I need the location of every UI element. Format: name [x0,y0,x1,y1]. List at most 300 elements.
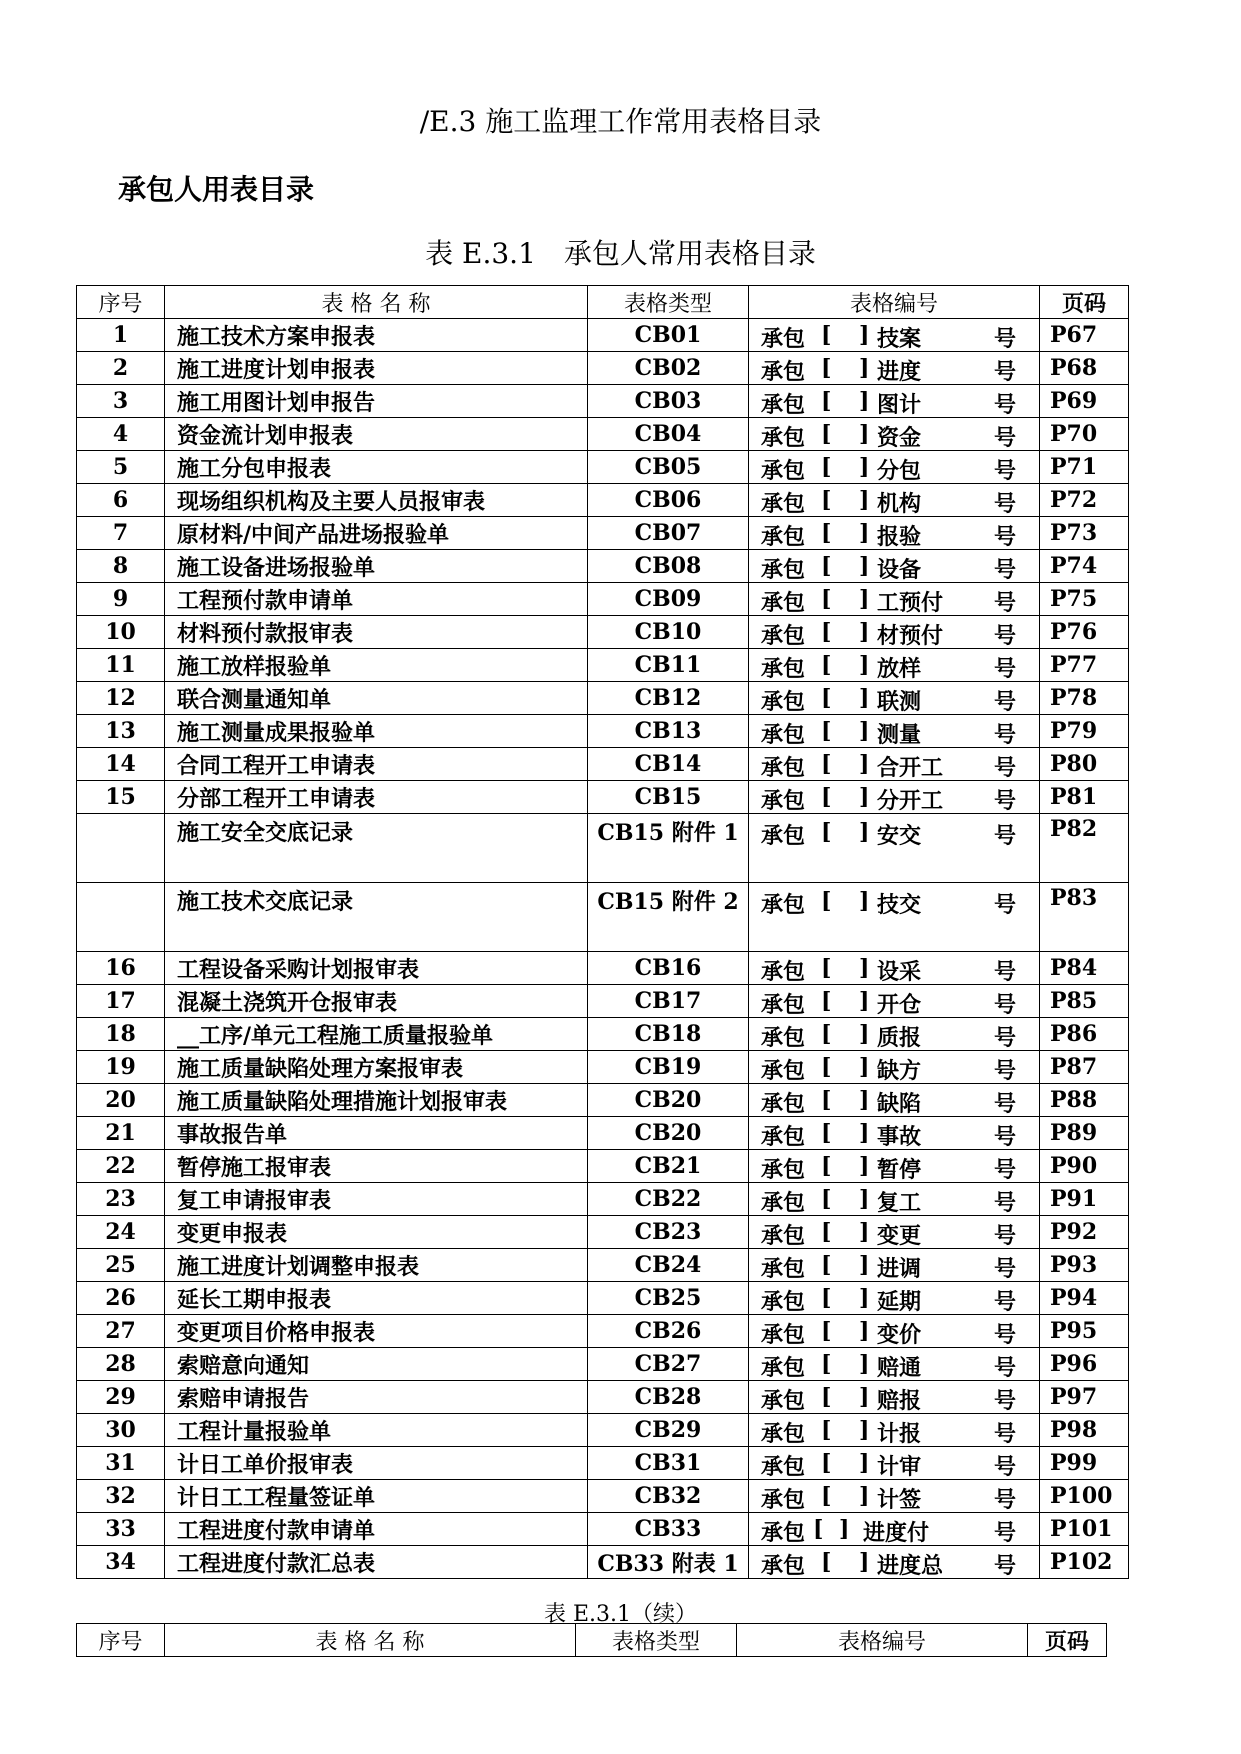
code-prefix: 承包 [761,326,806,352]
row-code [749,1315,1040,1348]
code-abbreviation: 变价 [877,1322,922,1348]
row-page: P102 [1040,1546,1129,1579]
table-row [77,649,1129,682]
row-name: 变更项目价格申报表 [165,1315,588,1348]
code-suffix: 号 [994,1124,1017,1150]
row-name: 工程设备采购计划报审表 [165,952,588,985]
code-left-bracket: [ [821,619,832,645]
table-row [77,1150,1129,1183]
code-left-bracket: [ [821,1351,832,1377]
code-suffix: 号 [994,722,1017,748]
row-name: 施工放样报验单 [165,649,588,682]
table-row [77,1480,1129,1513]
code-left-bracket: [ [821,718,832,744]
code-abbreviation: 计签 [877,1487,922,1513]
code-left-bracket: [ [821,553,832,579]
row-no: 3 [77,385,165,418]
row-page: P94 [1040,1282,1129,1315]
row-code [749,319,1040,352]
code-left-bracket: [ [821,355,832,381]
row-code [749,1447,1040,1480]
row-name: 现场组织机构及主要人员报审表 [165,484,588,517]
table-row [77,1282,1129,1315]
row-name: 分部工程开工申请表 [165,781,588,814]
code-abbreviation: 质报 [877,1025,922,1051]
row-no: 5 [77,451,165,484]
code-abbreviation: 机构 [877,491,922,517]
row-no [77,814,165,883]
code-abbreviation: 计报 [877,1421,922,1447]
code-suffix: 号 [994,491,1017,517]
row-code [749,517,1040,550]
row-code [749,649,1040,682]
table-row [77,985,1129,1018]
row-no: 29 [77,1381,165,1414]
row-no: 34 [77,1546,165,1579]
row-name: 施工测量成果报验单 [165,715,588,748]
code-right-bracket: ] [859,652,870,678]
code-abbreviation: 进度总 [877,1553,944,1579]
table-row [77,1051,1129,1084]
row-type: CB32 [588,1480,749,1513]
code-prefix: 承包 [761,823,806,849]
table-row [77,814,1129,883]
code-suffix: 号 [994,590,1017,616]
row-page: P83 [1040,883,1129,952]
row-type: CB18 [588,1018,749,1051]
row-no: 19 [77,1051,165,1084]
code-abbreviation: 赔通 [877,1355,922,1381]
header-type: 表格类型 [576,1624,737,1657]
row-name: 工程预付款申请单 [165,583,588,616]
row-code [749,1084,1040,1117]
code-abbreviation: 技案 [877,326,922,352]
row-page: P90 [1040,1150,1129,1183]
row-type: CB03 [588,385,749,418]
code-right-bracket: ] [859,454,870,480]
code-prefix: 承包 [761,1388,806,1414]
row-page: P89 [1040,1117,1129,1150]
row-no: 6 [77,484,165,517]
table-body [77,319,1129,1579]
row-code [749,814,1040,883]
row-page: P74 [1040,550,1129,583]
code-prefix: 承包 [761,557,806,583]
table-row [77,682,1129,715]
header-page: 页码 [1028,1624,1107,1657]
row-code [749,1414,1040,1447]
row-page: P68 [1040,352,1129,385]
row-type: CB25 [588,1282,749,1315]
code-left-bracket: [ [821,1384,832,1410]
row-page: P67 [1040,319,1129,352]
code-abbreviation: 进度 [877,359,922,385]
row-type: CB01 [588,319,749,352]
code-suffix: 号 [994,392,1017,418]
code-suffix: 号 [994,1322,1017,1348]
row-no: 20 [77,1084,165,1117]
row-no: 14 [77,748,165,781]
code-abbreviation: 进调 [877,1256,922,1282]
row-code [749,1546,1040,1579]
code-right-bracket: ] [859,1549,870,1575]
code-suffix: 号 [994,623,1017,649]
row-code [749,1216,1040,1249]
code-right-bracket: ] [859,1186,870,1212]
row-name: 索赔申请报告 [165,1381,588,1414]
code-suffix: 号 [994,1454,1017,1480]
code-abbreviation: 图计 [877,392,922,418]
row-page: P71 [1040,451,1129,484]
code-prefix: 承包 [761,1124,806,1150]
row-page: P76 [1040,616,1129,649]
row-page: P72 [1040,484,1129,517]
row-no: 10 [77,616,165,649]
row-type: CB31 [588,1447,749,1480]
row-code [749,781,1040,814]
row-type: CB33 [588,1513,749,1546]
code-left-bracket: [ [821,652,832,678]
continued-table [76,1623,1107,1657]
page-title: /E.3 施工监理工作常用表格目录 [419,105,822,138]
row-type: CB20 [588,1117,749,1150]
row-code [749,985,1040,1018]
row-type: CB29 [588,1414,749,1447]
row-name: 施工质量缺陷处理方案报审表 [165,1051,588,1084]
row-page: P100 [1040,1480,1129,1513]
code-suffix: 号 [994,1190,1017,1216]
code-suffix: 号 [994,1487,1017,1513]
table-row [77,1216,1129,1249]
row-type: CB27 [588,1348,749,1381]
code-right-bracket: ] [859,1087,870,1113]
code-prefix: 承包 [761,689,806,715]
row-no: 9 [77,583,165,616]
code-suffix: 号 [994,524,1017,550]
row-type: CB22 [588,1183,749,1216]
code-right-bracket: ] [859,1450,870,1476]
row-type: CB08 [588,550,749,583]
code-abbreviation: 延期 [877,1289,922,1315]
code-abbreviation: 联测 [877,689,922,715]
code-right-bracket: ] [859,888,870,914]
code-abbreviation: 计审 [877,1454,922,1480]
row-no [77,883,165,952]
code-prefix: 承包 [761,722,806,748]
code-right-bracket: ] [859,1285,870,1311]
code-left-bracket: [ [813,1516,824,1542]
row-code [749,1480,1040,1513]
code-suffix: 号 [994,1091,1017,1117]
row-no: 28 [77,1348,165,1381]
code-suffix: 号 [994,788,1017,814]
header-type: 表格类型 [588,286,749,319]
row-no: 12 [77,682,165,715]
section-heading: 承包人用表目录 [118,173,315,206]
header-name: 表 格 名 称 [165,1624,576,1657]
code-prefix: 承包 [761,788,806,814]
row-type: CB09 [588,583,749,616]
row-type: CB05 [588,451,749,484]
row-type: CB15 附件 2 [588,883,749,952]
row-page: P82 [1040,814,1129,883]
code-prefix: 承包 [761,1091,806,1117]
row-name: 施工技术交底记录 [165,883,588,952]
row-type: CB15 [588,781,749,814]
code-left-bracket: [ [821,1219,832,1245]
code-left-bracket: [ [821,819,832,845]
row-type: CB33 附表 1 [588,1546,749,1579]
row-code [749,385,1040,418]
code-left-bracket: [ [821,1285,832,1311]
code-left-bracket: [ [821,1186,832,1212]
row-name: 事故报告单 [165,1117,588,1150]
row-name: __工序/单元工程施工质量报验单 [165,1018,588,1051]
continued-caption: 表 E.3.1（续） [543,1602,698,1627]
table-row [77,583,1129,616]
code-right-bracket: ] [859,1384,870,1410]
row-type: CB24 [588,1249,749,1282]
table-row [77,715,1129,748]
code-abbreviation: 资金 [877,425,922,451]
table-row [77,1381,1129,1414]
header-name: 表 格 名 称 [165,286,588,319]
row-code [749,952,1040,985]
table-row [77,352,1129,385]
row-no: 7 [77,517,165,550]
row-name: 原材料/中间产品进场报验单 [165,517,588,550]
row-name: 资金流计划申报表 [165,418,588,451]
row-name: 工程进度付款申请单 [165,1513,588,1546]
row-name: 工程进度付款汇总表 [165,1546,588,1579]
row-code [749,451,1040,484]
row-code [749,484,1040,517]
row-code [749,1282,1040,1315]
row-no: 1 [77,319,165,352]
code-prefix: 承包 [761,1256,806,1282]
row-type: CB04 [588,418,749,451]
code-abbreviation: 合开工 [877,755,944,781]
row-no: 31 [77,1447,165,1480]
table-row [77,418,1129,451]
row-code [749,583,1040,616]
code-abbreviation: 进度付 [863,1520,930,1546]
table-row [77,1315,1129,1348]
row-page: P77 [1040,649,1129,682]
code-prefix: 承包 [761,623,806,649]
row-code [749,1249,1040,1282]
table-row [77,883,1129,952]
row-name: 混凝土浇筑开仓报审表 [165,985,588,1018]
code-left-bracket: [ [821,1318,832,1344]
code-prefix: 承包 [761,656,806,682]
row-type: CB15 附件 1 [588,814,749,883]
code-prefix: 承包 [761,1322,806,1348]
code-right-bracket: ] [859,1417,870,1443]
row-code [749,1051,1040,1084]
code-left-bracket: [ [821,421,832,447]
row-page: P88 [1040,1084,1129,1117]
code-abbreviation: 变更 [877,1223,922,1249]
row-code [749,352,1040,385]
code-left-bracket: [ [821,1417,832,1443]
code-prefix: 承包 [761,892,806,918]
table-row [77,616,1129,649]
code-prefix: 承包 [761,1190,806,1216]
code-suffix: 号 [994,1289,1017,1315]
code-suffix: 号 [994,359,1017,385]
row-name: 暂停施工报审表 [165,1150,588,1183]
code-suffix: 号 [994,1355,1017,1381]
row-name: 施工技术方案申报表 [165,319,588,352]
code-suffix: 号 [994,1256,1017,1282]
code-abbreviation: 设采 [877,959,922,985]
table-row [77,1546,1129,1579]
code-prefix: 承包 [761,1025,806,1051]
table-row [77,1348,1129,1381]
code-suffix: 号 [994,992,1017,1018]
row-no: 23 [77,1183,165,1216]
row-no: 24 [77,1216,165,1249]
row-name: 复工申请报审表 [165,1183,588,1216]
code-prefix: 承包 [761,1157,806,1183]
table-row [77,1018,1129,1051]
code-suffix: 号 [994,557,1017,583]
row-name: 施工进度计划申报表 [165,352,588,385]
code-suffix: 号 [994,656,1017,682]
row-code [749,1381,1040,1414]
row-name: 联合测量通知单 [165,682,588,715]
table-row [77,517,1129,550]
code-left-bracket: [ [821,322,832,348]
table-row [77,451,1129,484]
code-left-bracket: [ [821,784,832,810]
row-no: 25 [77,1249,165,1282]
row-type: CB26 [588,1315,749,1348]
row-page: P93 [1040,1249,1129,1282]
row-page: P75 [1040,583,1129,616]
code-right-bracket: ] [859,388,870,414]
row-code [749,1117,1040,1150]
table-header-row [77,286,1129,319]
code-right-bracket: ] [859,784,870,810]
code-abbreviation: 工预付 [877,590,944,616]
table-row [77,952,1129,985]
table-row [77,781,1129,814]
row-type: CB28 [588,1381,749,1414]
code-left-bracket: [ [821,1120,832,1146]
code-left-bracket: [ [821,1087,832,1113]
header-code: 表格编号 [749,286,1040,319]
code-right-bracket: ] [859,1252,870,1278]
code-left-bracket: [ [821,1252,832,1278]
row-type: CB20 [588,1084,749,1117]
row-name: 计日工工程量签证单 [165,1480,588,1513]
code-left-bracket: [ [821,1483,832,1509]
code-abbreviation: 放样 [877,656,922,682]
code-left-bracket: [ [821,487,832,513]
code-right-bracket: ] [859,1021,870,1047]
code-abbreviation: 材预付 [877,623,944,649]
code-suffix: 号 [994,1223,1017,1249]
row-page: P73 [1040,517,1129,550]
row-name: 施工进度计划调整申报表 [165,1249,588,1282]
code-left-bracket: [ [821,1450,832,1476]
form-catalog-table [76,285,1129,1579]
code-left-bracket: [ [821,751,832,777]
row-type: CB06 [588,484,749,517]
code-prefix: 承包 [761,359,806,385]
code-suffix: 号 [994,1388,1017,1414]
row-code [749,715,1040,748]
code-suffix: 号 [994,689,1017,715]
code-right-bracket: ] [859,553,870,579]
table-row [77,484,1129,517]
code-abbreviation: 赔报 [877,1388,922,1414]
row-no: 15 [77,781,165,814]
code-left-bracket: [ [821,586,832,612]
table-row [77,1117,1129,1150]
code-prefix: 承包 [761,992,806,1018]
row-type: CB10 [588,616,749,649]
row-code [749,1348,1040,1381]
code-abbreviation: 缺方 [877,1058,922,1084]
row-name: 变更申报表 [165,1216,588,1249]
code-abbreviation: 缺陷 [877,1091,922,1117]
row-type: CB19 [588,1051,749,1084]
row-name: 施工用图计划申报告 [165,385,588,418]
row-page: P86 [1040,1018,1129,1051]
row-type: CB17 [588,985,749,1018]
row-page: P99 [1040,1447,1129,1480]
row-code [749,682,1040,715]
row-name: 施工分包申报表 [165,451,588,484]
code-suffix: 号 [994,1058,1017,1084]
code-left-bracket: [ [821,955,832,981]
row-name: 工程计量报验单 [165,1414,588,1447]
code-right-bracket: ] [859,355,870,381]
table-row [77,748,1129,781]
header-page: 页码 [1040,286,1129,319]
table-caption: 表 E.3.1 承包人常用表格目录 [425,237,816,270]
row-code [749,550,1040,583]
code-left-bracket: [ [821,988,832,1014]
row-no: 32 [77,1480,165,1513]
code-prefix: 承包 [761,1289,806,1315]
code-right-bracket: ] [859,1351,870,1377]
code-prefix: 承包 [761,1454,806,1480]
row-no: 27 [77,1315,165,1348]
table-row [77,319,1129,352]
code-right-bracket: ] [859,586,870,612]
code-prefix: 承包 [761,392,806,418]
code-right-bracket: ] [859,1219,870,1245]
code-suffix: 号 [994,959,1017,985]
row-page: P91 [1040,1183,1129,1216]
code-right-bracket: ] [859,1483,870,1509]
row-code [749,883,1040,952]
row-no: 22 [77,1150,165,1183]
table-row [77,385,1129,418]
code-suffix: 号 [994,1421,1017,1447]
code-prefix: 承包 [761,524,806,550]
code-right-bracket: ] [859,751,870,777]
row-page: P98 [1040,1414,1129,1447]
row-name: 合同工程开工申请表 [165,748,588,781]
code-prefix: 承包 [761,755,806,781]
row-code [749,1018,1040,1051]
row-type: CB12 [588,682,749,715]
